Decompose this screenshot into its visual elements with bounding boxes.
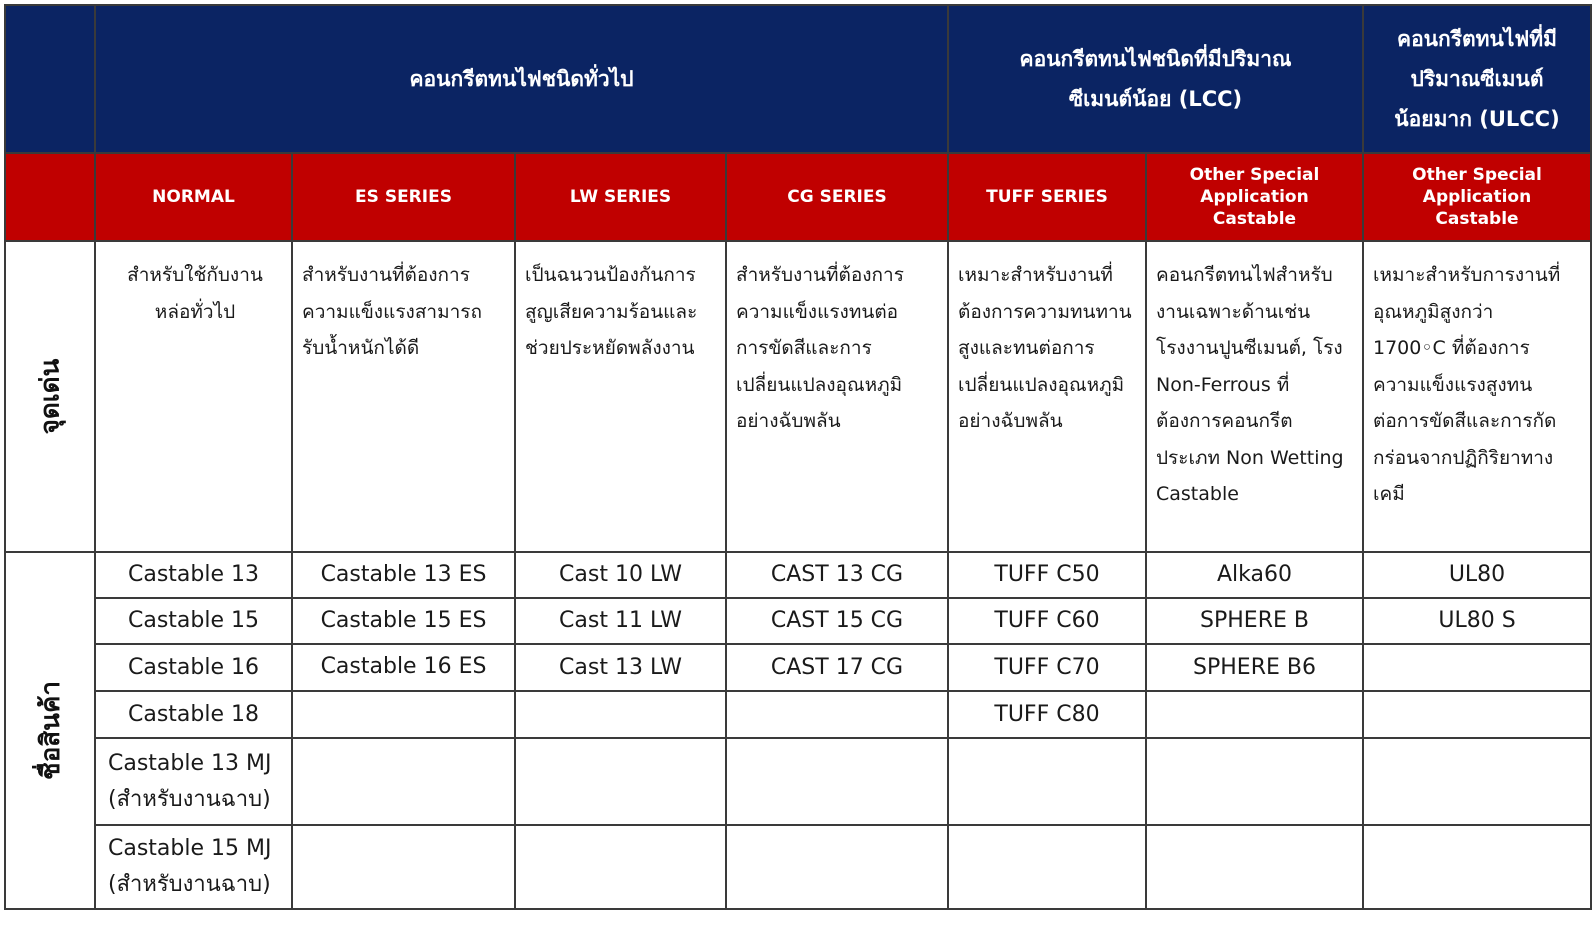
product-cell	[1363, 691, 1591, 738]
product-cell	[515, 691, 726, 738]
product-cell: CAST 17 CG	[726, 644, 948, 691]
feature-line: ต้องการความทนทาน	[958, 300, 1132, 323]
product-cell: TUFF C50	[948, 552, 1146, 598]
feature-line: สำหรับงานที่ต้องการ	[302, 264, 470, 286]
features-row	[5, 241, 1591, 552]
product-row-1	[5, 552, 1591, 598]
series-other2-line3: Castable	[1435, 209, 1519, 229]
series-other2-line1: Other Special	[1412, 165, 1542, 185]
feature-line: ความแข็งแรงสามารถ	[302, 300, 482, 323]
product-note: (สำหรับงานฉาบ)	[108, 786, 271, 812]
header-ulcc	[1363, 5, 1591, 153]
feature-line: กร่อนจากปฏิกิริยาทาง	[1373, 446, 1554, 469]
header-general-text: คอนกรีตทนไฟชนิดทั่วไป	[409, 67, 634, 91]
feature-other-special-2	[1363, 241, 1591, 552]
products-label: ชื่อสินค้า	[35, 681, 66, 780]
feature-line: การขัดสีและการ	[736, 337, 872, 359]
feature-line: สำหรับใช้กับงาน	[127, 264, 263, 286]
product-cell-empty	[726, 825, 948, 909]
feature-line: อุณหภูมิสูงกว่า	[1373, 300, 1494, 323]
header-ulcc-line3: น้อยมาก (ULCC)	[1394, 107, 1560, 131]
header-ulcc-line1: คอนกรีตทนไฟที่มี	[1397, 27, 1557, 51]
features-label-cell	[5, 241, 95, 552]
product-cell-empty	[292, 825, 515, 909]
product-cell: Cast 11 LW	[515, 598, 726, 644]
series-normal: NORMAL	[95, 153, 292, 241]
feature-es	[292, 241, 515, 552]
product-cell	[1363, 644, 1591, 691]
product-row-4	[5, 691, 1591, 738]
feature-line: งานเฉพาะด้านเช่น	[1156, 300, 1311, 323]
product-cell: SPHERE B	[1146, 598, 1363, 644]
feature-line: ประเภท Non Wetting	[1156, 446, 1344, 469]
series-corner-cell	[5, 153, 95, 241]
product-cell-empty	[515, 825, 726, 909]
feature-line: เหมาะสำหรับงานที่	[958, 264, 1113, 286]
corner-cell	[5, 5, 95, 153]
product-row-3	[5, 644, 1591, 691]
feature-line: ต้องการคอนกรีต	[1156, 410, 1293, 432]
product-name: Castable 15 MJ	[108, 836, 272, 861]
feature-normal	[95, 241, 292, 552]
product-cell: UL80	[1363, 552, 1591, 598]
series-header-row	[5, 153, 1591, 241]
feature-tuff	[948, 241, 1146, 552]
series-es: ES SERIES	[292, 153, 515, 241]
product-cell: Castable 13 ES	[292, 552, 515, 598]
product-cell: CAST 15 CG	[726, 598, 948, 644]
feature-line: สำหรับงานที่ต้องการ	[736, 264, 904, 286]
product-cell-empty	[948, 738, 1146, 825]
product-cell: Castable 16	[95, 644, 292, 691]
feature-line: เหมาะสำหรับการงานที่	[1373, 264, 1561, 286]
series-other1-line2: Application	[1200, 187, 1309, 207]
comparison-table	[4, 4, 1592, 910]
product-cell: Castable 15 ES	[292, 598, 515, 644]
feature-line: ช่วยประหยัดพลังงาน	[525, 337, 695, 359]
products-label-cell	[5, 552, 95, 909]
header-general	[95, 5, 948, 153]
series-other1-line1: Other Special	[1189, 165, 1320, 185]
product-cell-empty	[515, 738, 726, 825]
header-lcc-line2: ซีเมนต์น้อย (LCC)	[1068, 87, 1243, 111]
product-cell: TUFF C60	[948, 598, 1146, 644]
product-cell	[726, 691, 948, 738]
feature-line: สูญเสียความร้อนและ	[525, 300, 698, 323]
product-cell-empty	[1363, 825, 1591, 909]
product-cell: Castable 18	[95, 691, 292, 738]
product-name: Castable 13 MJ	[108, 750, 272, 776]
feature-line: 1700◦C ที่ต้องการ	[1373, 337, 1530, 359]
product-cell: Castable 16 ES	[292, 644, 515, 691]
product-row-5	[5, 738, 1591, 825]
product-comparison-sheet	[4, 4, 1592, 910]
feature-line: เปลี่ยนแปลงอุณหภูมิ	[736, 373, 903, 396]
feature-lw	[515, 241, 726, 552]
product-cell: TUFF C80	[948, 691, 1146, 738]
feature-cg	[726, 241, 948, 552]
product-cell-empty	[1146, 825, 1363, 909]
product-cell: Castable 13	[95, 552, 292, 598]
header-lcc	[948, 5, 1363, 153]
feature-other-special-1	[1146, 241, 1363, 552]
feature-line: เปลี่ยนแปลงอุณหภูมิ	[958, 373, 1125, 396]
product-cell: TUFF C70	[948, 644, 1146, 691]
feature-line: Non-Ferrous ที่	[1156, 373, 1290, 396]
series-cg: CG SERIES	[726, 153, 948, 241]
product-cell	[1146, 691, 1363, 738]
product-cell	[95, 825, 292, 909]
feature-line: รับน้ำหนักได้ดี	[302, 337, 420, 359]
header-ulcc-line2: ปริมาณซีเมนต์	[1410, 67, 1544, 91]
series-lw: LW SERIES	[515, 153, 726, 241]
product-cell-empty	[1363, 738, 1591, 825]
feature-line: เป็นฉนวนป้องกันการ	[525, 264, 696, 286]
product-cell	[95, 738, 292, 825]
series-other-special-1	[1146, 153, 1363, 241]
category-header-row	[5, 5, 1591, 153]
feature-line: หล่อทั่วไป	[154, 300, 236, 323]
product-cell-empty	[948, 825, 1146, 909]
product-cell: Cast 10 LW	[515, 552, 726, 598]
feature-line: คอนกรีตทนไฟสำหรับ	[1156, 264, 1333, 286]
product-cell: Castable 15	[95, 598, 292, 644]
product-cell: Cast 13 LW	[515, 644, 726, 691]
series-tuff: TUFF SERIES	[948, 153, 1146, 241]
product-cell-empty	[726, 738, 948, 825]
series-other2-line2: Application	[1422, 187, 1532, 207]
feature-line: เคมี	[1373, 483, 1405, 505]
feature-line: อย่างฉับพลัน	[736, 410, 841, 432]
product-row-6	[5, 825, 1591, 909]
product-cell	[292, 691, 515, 738]
feature-line: สูงและทนต่อการ	[958, 337, 1095, 359]
product-note: (สำหรับงานฉาบ)	[108, 872, 271, 897]
feature-line: อย่างฉับพลัน	[958, 410, 1063, 432]
product-cell-empty	[1146, 738, 1363, 825]
product-cell: Alka60	[1146, 552, 1363, 598]
series-other-special-2	[1363, 153, 1591, 241]
feature-line: ต่อการขัดสีและการกัด	[1373, 410, 1557, 432]
product-cell: SPHERE B6	[1146, 644, 1363, 691]
feature-line: ความแข็งแรงสูงทน	[1373, 373, 1533, 396]
product-cell: CAST 13 CG	[726, 552, 948, 598]
header-lcc-line1: คอนกรีตทนไฟชนิดที่มีปริมาณ	[1019, 47, 1292, 71]
feature-line: Castable	[1156, 483, 1239, 505]
feature-line: ความแข็งแรงทนต่อ	[736, 300, 899, 323]
product-cell: UL80 S	[1363, 598, 1591, 644]
product-row-2	[5, 598, 1591, 644]
series-other1-line3: Castable	[1212, 209, 1297, 229]
features-label: จุดเด่น	[35, 358, 66, 435]
product-cell-empty	[292, 738, 515, 825]
feature-line: โรงงานปูนซีเมนต์, โรง	[1156, 337, 1343, 359]
